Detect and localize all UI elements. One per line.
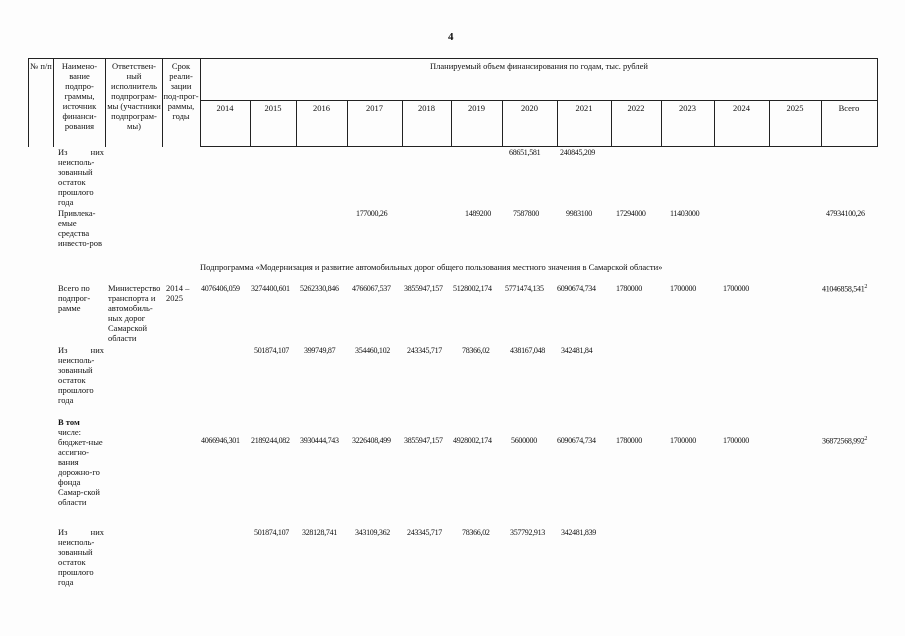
footnote-mark: 2 (864, 436, 868, 442)
cell-value: 240845,209 (560, 148, 596, 157)
cell-value: 4928002,174 (453, 436, 492, 445)
row-term: 2014 – 2025 (166, 283, 190, 303)
cell-total: 36872568,992$^2$ (822, 436, 868, 446)
header-planned-funding: Планируемый объем финансирования по годам, тыс. рублей (430, 61, 648, 71)
row-label: Всего по подпрог-рамме (58, 283, 91, 313)
header-year: 2016 (313, 103, 330, 113)
cell-value: 1700000 (723, 436, 749, 445)
cell-value: 243345,717 (407, 346, 443, 355)
cell-value: 78366,02 (462, 528, 490, 537)
header-col-number: № п/п (30, 61, 52, 71)
header-year: 2020 (521, 103, 538, 113)
cell-value: 357792,913 (510, 528, 546, 537)
header-year: 2015 (264, 103, 282, 113)
cell-value: 4076406,059 (201, 284, 240, 293)
row-label: Из них неисполь-зованный остаток прошлого года (58, 345, 104, 405)
header-col-name: Наимено-вание подпро-граммы, источник финанси-рования (61, 61, 98, 131)
row-responsible: Министерство транспорта и автомобиль-ных дорог Самарской области (108, 283, 161, 343)
cell-total: 47934100,26 (826, 209, 865, 218)
header-year: 2018 (418, 103, 435, 113)
header-year: 2022 (627, 103, 645, 113)
cell-value: 78366,02 (462, 346, 490, 355)
cell-value: 5128002,174 (453, 284, 492, 293)
cell-value: 342481,839 (561, 528, 597, 537)
header-col-term: Срок реали-зации под-прог-раммы, годы (163, 61, 199, 121)
subprogram-title: Подпрограмма «Модернизация и развитие автомобильных дорог общего пользования местного значения в Самарской области» (200, 262, 663, 272)
cell-value: 1489200 (465, 209, 491, 218)
cell-value: 5262330,846 (300, 284, 339, 293)
cell-value: 3855947,157 (404, 284, 443, 293)
page-number: 4 (448, 31, 454, 43)
cell-value: 3226408,499 (352, 436, 391, 445)
cell-value: 6090674,734 (557, 284, 596, 293)
table-header (28, 58, 878, 147)
header-year-total: Всего (838, 103, 860, 113)
cell-value: 438167,048 (510, 346, 546, 355)
cell-value: 1700000 (723, 284, 749, 293)
cell-value: 17294000 (616, 209, 646, 218)
cell-value: 399749,87 (304, 346, 336, 355)
cell-value: 501874,107 (254, 528, 290, 537)
cell-total: 41046858,541$^2$ (822, 284, 868, 294)
header-year: 2021 (575, 103, 593, 113)
cell-value: 68651,581 (509, 148, 541, 157)
header-year: 2014 (216, 103, 234, 113)
header-year: 2019 (468, 103, 485, 113)
cell-value: 354460,102 (355, 346, 391, 355)
cell-value: 177000,26 (356, 209, 388, 218)
cell-value: 3930444,743 (300, 436, 339, 445)
cell-value: 328128,741 (302, 528, 338, 537)
cell-value: 1700000 (670, 436, 696, 445)
header-year: 2023 (679, 103, 696, 113)
cell-value: 343109,362 (355, 528, 391, 537)
row-label: Из них неисполь-зованный остаток прошлого года (58, 527, 104, 587)
cell-value: 1780000 (616, 436, 642, 445)
cell-value: 1780000 (616, 284, 642, 293)
cell-value: 11403000 (670, 209, 700, 218)
cell-value: 3274400,601 (251, 284, 290, 293)
cell-value: 9983100 (566, 209, 592, 218)
footnote-mark: 2 (864, 284, 868, 290)
cell-value: 243345,717 (407, 528, 443, 537)
cell-value: 7587800 (513, 209, 539, 218)
row-label: числе: бюджет-ные ассигно-вания дорожно-го фонда Самар-ской области (58, 427, 103, 507)
cell-value: 4766067,537 (352, 284, 391, 293)
cell-value: 2189244,082 (251, 436, 290, 445)
cell-value: 5600000 (511, 436, 537, 445)
row-label: Из них неисполь-зованный остаток прошлого года (58, 147, 104, 207)
row-label-bold: В том (58, 417, 80, 427)
cell-value: 342481,84 (561, 346, 593, 355)
cell-value: 4066946,301 (201, 436, 240, 445)
row-label: Привлека-емые средства инвесто-ров (58, 208, 103, 248)
cell-value: 5771474,135 (505, 284, 544, 293)
header-year: 2017 (366, 103, 383, 113)
cell-value: 1700000 (670, 284, 696, 293)
header-year: 2024 (733, 103, 750, 113)
header-col-responsible: Ответствен-ный исполнитель подпрограм-мы (участники подпрограм-мы) (107, 61, 161, 131)
cell-value: 3855947,157 (404, 436, 443, 445)
header-year: 2025 (786, 103, 804, 113)
cell-value: 6090674,734 (557, 436, 596, 445)
cell-value: 501874,107 (254, 346, 290, 355)
